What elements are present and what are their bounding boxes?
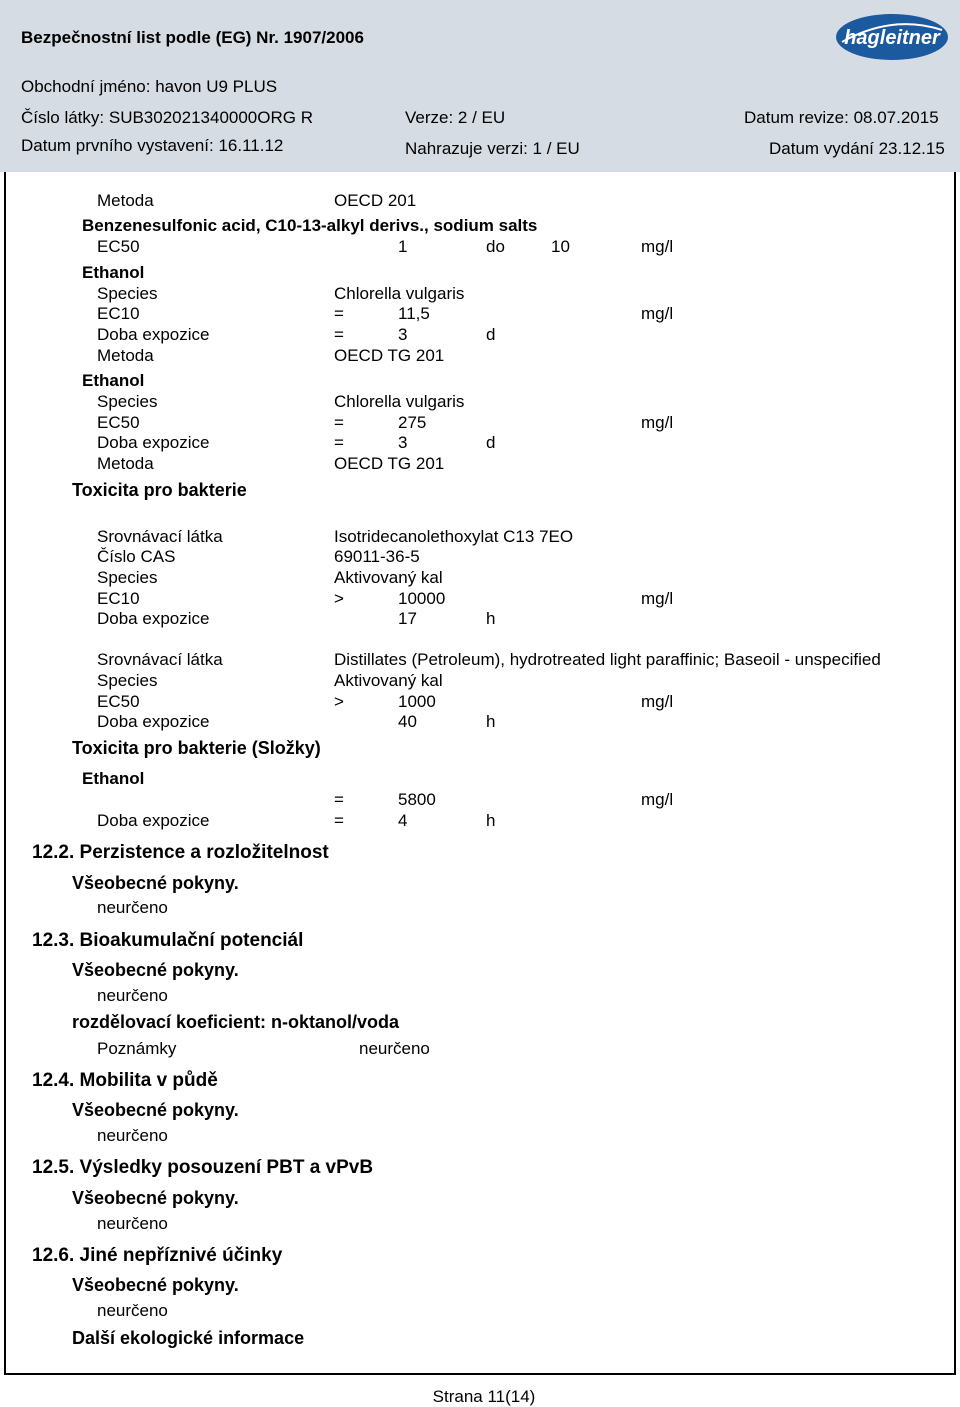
section-12-2-title: 12.2. Perzistence a rozložitelnost: [32, 842, 329, 863]
section-12-6-title: 12.6. Jiné nepříznivé účinky: [32, 1245, 283, 1266]
doba-expozice-operator: =: [334, 811, 344, 830]
general-notes-value: neurčeno: [97, 1301, 168, 1320]
ec10-operator: >: [334, 589, 344, 608]
general-notes-label: Všeobecné pokyny.: [72, 960, 239, 980]
metoda-value: OECD TG 201: [334, 454, 445, 473]
doba-expozice-operator: =: [334, 325, 344, 344]
ec50-label: EC50: [97, 237, 140, 256]
species-value: Chlorella vulgaris: [334, 284, 465, 303]
general-notes-label: Všeobecné pokyny.: [72, 873, 239, 893]
ec10-operator: =: [334, 304, 344, 323]
ec10-value: 11,5: [398, 304, 430, 323]
doba-expozice-unit: h: [486, 712, 496, 731]
reference-substance-label: Srovnávací látka: [97, 650, 223, 669]
doba-expozice-label: Doba expozice: [97, 712, 210, 731]
doba-expozice-label: Doba expozice: [97, 811, 210, 830]
ec10-label: EC10: [97, 304, 140, 323]
ec50-unit: mg/l: [641, 413, 674, 432]
ec50-value: 275: [398, 413, 427, 432]
ec10-value: 10000: [398, 589, 446, 608]
other-ecological-info-heading: Další ekologické informace: [72, 1328, 305, 1348]
ec10-unit: mg/l: [641, 589, 674, 608]
ethanol-title: Ethanol: [82, 263, 145, 282]
value-unit: mg/l: [641, 790, 674, 809]
doba-expozice-operator: =: [334, 433, 344, 452]
doba-expozice-unit: d: [486, 325, 496, 344]
general-notes-value: neurčeno: [97, 1126, 168, 1145]
doba-expozice-unit: h: [486, 609, 496, 628]
version: Verze: 2 / EU: [405, 108, 506, 127]
reference-substance-label: Srovnávací látka: [97, 527, 223, 546]
doba-expozice-label: Doba expozice: [97, 325, 210, 344]
ec50-unit: mg/l: [641, 692, 674, 711]
trade-name: Obchodní jméno: havon U9 PLUS: [21, 77, 278, 96]
hagleitner-logo: [834, 12, 950, 62]
doba-expozice-value: 40: [398, 712, 417, 731]
species-label: Species: [97, 568, 158, 587]
partition-coefficient-heading: rozdělovací koeficient: n-oktanol/voda: [72, 1012, 400, 1032]
general-notes-label: Všeobecné pokyny.: [72, 1188, 239, 1208]
ec10-label: EC10: [97, 589, 140, 608]
doba-expozice-unit: d: [486, 433, 496, 452]
ec50-do: do: [486, 237, 505, 256]
reference-substance-value: Isotridecanolethoxylat C13 7EO: [334, 527, 574, 546]
general-notes-value: neurčeno: [97, 1214, 168, 1233]
doba-expozice-value: 3: [398, 433, 408, 452]
toxicity-bacteria-components-heading: Toxicita pro bakterie (Složky): [72, 738, 321, 758]
ec10-unit: mg/l: [641, 304, 674, 323]
issue-date: Datum vydání 23.12.15: [769, 139, 945, 158]
logo-text: hagleitner: [844, 27, 940, 49]
replaces-version: Nahrazuje verzi: 1 / EU: [405, 139, 580, 158]
ec50-unit: mg/l: [641, 237, 674, 256]
ec50-label: EC50: [97, 692, 140, 711]
species-label: Species: [97, 392, 158, 411]
doba-expozice-value: 17: [398, 609, 417, 628]
species-value: Chlorella vulgaris: [334, 392, 465, 411]
general-notes-label: Všeobecné pokyny.: [72, 1275, 239, 1295]
notes-value: neurčeno: [359, 1039, 430, 1058]
ec50-to: 10: [551, 237, 570, 256]
metoda-value: OECD 201: [334, 191, 417, 210]
substance-number: Číslo látky: SUB302021340000ORG R: [21, 108, 313, 127]
ec50-operator: >: [334, 692, 344, 711]
doba-expozice-unit: h: [486, 811, 496, 830]
species-label: Species: [97, 284, 158, 303]
species-label: Species: [97, 671, 158, 690]
ethanol-title: Ethanol: [82, 769, 145, 788]
section-12-3-title: 12.3. Bioakumulační potenciál: [32, 930, 304, 951]
species-value: Aktivovaný kal: [334, 671, 443, 690]
section-12-5-title: 12.5. Výsledky posouzení PBT a vPvB: [32, 1157, 374, 1178]
doba-expozice-value: 3: [398, 325, 408, 344]
metoda-label: Metoda: [97, 346, 154, 365]
benzenesulfonic-title: Benzenesulfonic acid, C10-13-alkyl derivs., sodium salts: [82, 216, 538, 235]
value: 5800: [398, 790, 436, 809]
ec50-operator: =: [334, 413, 344, 432]
cas-value: 69011-36-5: [334, 547, 420, 566]
cas-label: Číslo CAS: [97, 547, 176, 566]
notes-label: Poznámky: [97, 1039, 177, 1058]
value-operator: =: [334, 790, 344, 809]
ethanol-title: Ethanol: [82, 371, 145, 390]
general-notes-value: neurčeno: [97, 898, 168, 917]
doba-expozice-value: 4: [398, 811, 408, 830]
species-value: Aktivovaný kal: [334, 568, 443, 587]
document-title: Bezpečnostní list podle (EG) Nr. 1907/2006: [21, 28, 364, 47]
doba-expozice-label: Doba expozice: [97, 433, 210, 452]
metoda-label: Metoda: [97, 454, 154, 473]
first-issue-date: Datum prvního vystavení: 16.11.12: [21, 136, 284, 155]
metoda-label: Metoda: [97, 191, 154, 210]
metoda-value: OECD TG 201: [334, 346, 445, 365]
ec50-label: EC50: [97, 413, 140, 432]
general-notes-value: neurčeno: [97, 986, 168, 1005]
revision-date: Datum revize: 08.07.2015: [744, 108, 939, 127]
section-12-4-title: 12.4. Mobilita v půdě: [32, 1070, 218, 1091]
reference-substance-value: Distillates (Petroleum), hydrotreated light paraffinic; Baseoil - unspecified: [334, 650, 881, 669]
ec50-value: 1000: [398, 692, 436, 711]
ec50-from: 1: [398, 237, 408, 256]
general-notes-label: Všeobecné pokyny.: [72, 1100, 239, 1120]
toxicity-bacteria-heading: Toxicita pro bakterie: [72, 480, 247, 500]
page-number: Strana 11(14): [432, 1387, 536, 1406]
doba-expozice-label: Doba expozice: [97, 609, 210, 628]
